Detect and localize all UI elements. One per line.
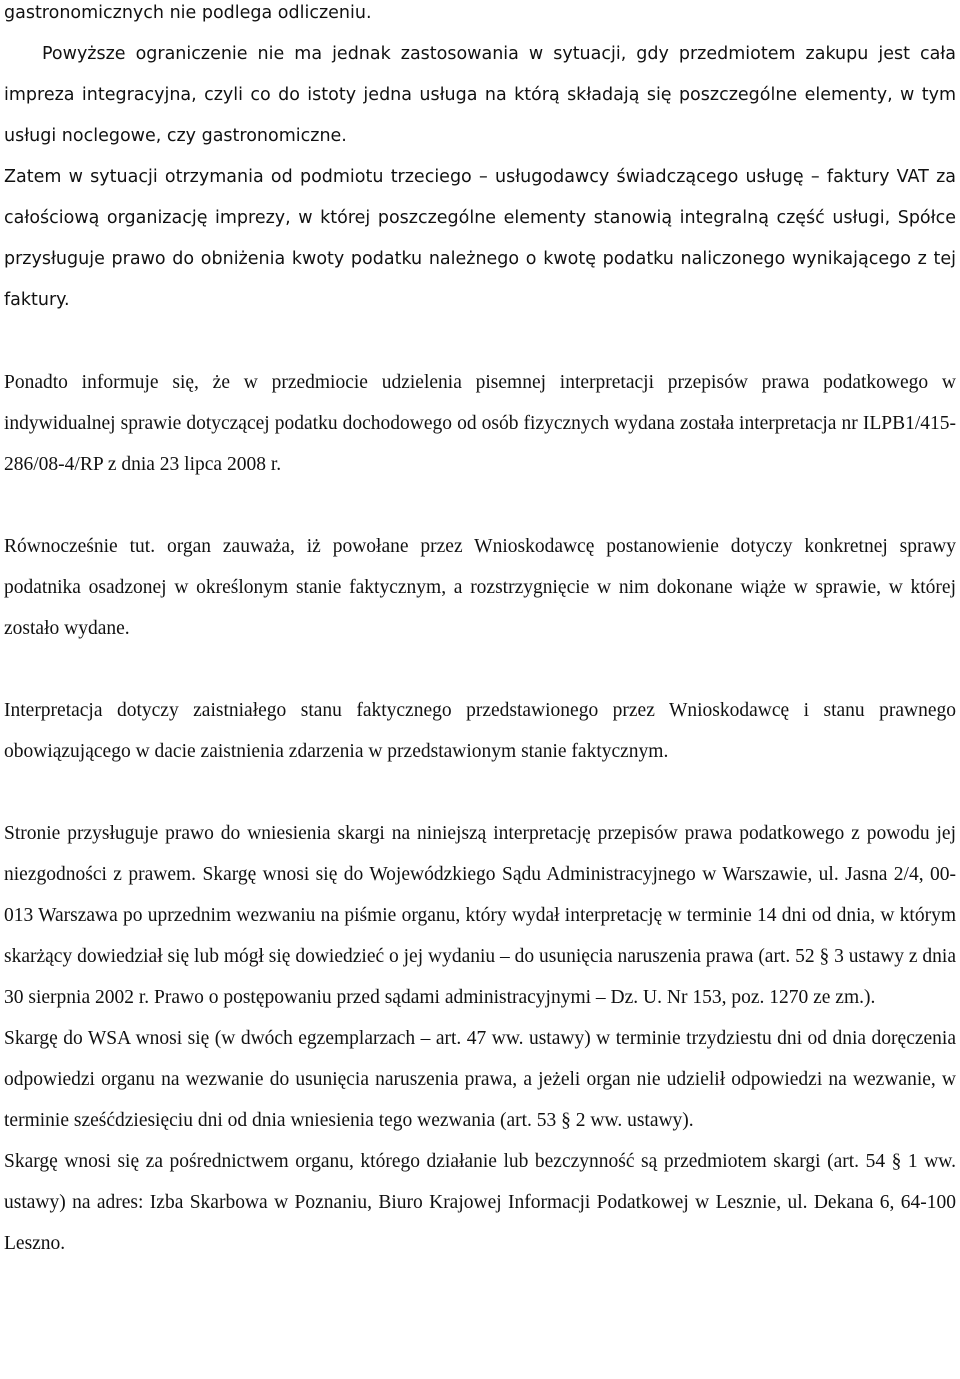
paragraph-cited-decision: Równocześnie tut. organ zauważa, iż powołane przez Wnioskodawcę postanowienie dotyczy konkretnej sprawy podatnika osadzonej w określonym stanie faktycznym, a rozstrzygnięcie w nim dokonane wiąże w sprawie, w której zostało wydane. — [4, 536, 956, 639]
paragraph-continuation: gastronomicznych nie podlega odliczeniu. — [4, 3, 372, 23]
document-page — [4, 0, 956, 1264]
paragraph-interpretation-scope: Interpretacja dotyczy zaistniałego stanu faktycznego przedstawionego przez Wnioskodawcę i stanu prawnego obowiązującego w dacie zaistnienia zdarzenia w przedstawionym stanie faktycznym. — [4, 700, 956, 762]
paragraph-vat-deduction: Zatem w sytuacji otrzymania od podmiotu trzeciego – usługodawcy świadczącego usługę – faktury VAT za całościową organizację imprezy, w której poszczególne elementy stanowią integralną część usługi, Spółce przysługuje prawo do obniżenia kwoty podatku należnego o kwotę podatku naliczonego wynikającego z tej faktury. — [4, 167, 956, 310]
paragraph-complaint-address: Skargę wnosi się za pośrednictwem organu, którego działanie lub bezczynność są przedmiotem skargi (art. 54 § 1 ww. ustawy) na adres: Izba Skarbowa w Poznaniu, Biuro Krajowej Informacji Podatkowej w Lesznie, ul. Dekana 6, 64-100 Leszno. — [4, 1151, 956, 1254]
paragraph-right-to-complaint: Stronie przysługuje prawo do wniesienia skargi na niniejszą interpretację przepisów prawa podatkowego z powodu jej niezgodności z prawem. Skargę wnosi się do Wojewódzkiego Sądu Administracyjnego w Warszawie, ul. Jasna 2/4, 00-013 Warszawa po uprzednim wezwaniu na piśmie organu, który wydał interpretację w terminie 14 dni od dnia, w którym skarżący dowiedział się lub mógł się dowiedzieć o jej wydaniu – do usunięcia naruszenia prawa (art. 52 § 3 ustawy z dnia 30 sierpnia 2002 r. Prawo o postępowaniu przed sądami administracyjnymi – Dz. U. Nr 153, poz. 1270 ze zm.). — [4, 823, 956, 1008]
paragraph-complaint-deadline: Skargę do WSA wnosi się (w dwóch egzemplarzach – art. 47 ww. ustawy) w terminie trzydziestu dni od dnia doręczenia odpowiedzi organu na wezwanie do usunięcia naruszenia prawa, a jeżeli organ nie udzielił odpowiedzi na wezwanie, w terminie sześćdziesięciu dni od dnia wniesienia tego wezwania (art. 53 § 2 ww. ustawy). — [4, 1028, 956, 1131]
paragraph-restriction-exception: Powyższe ograniczenie nie ma jednak zastosowania w sytuacji, gdy przedmiotem zakupu jest cała impreza integracyjna, czyli co do istoty jedna usługa na którą składają się poszczególne elementy, w tym usługi noclegowe, czy gastronomiczne. — [4, 44, 956, 146]
paragraph-related-interpretation: Ponadto informuje się, że w przedmiocie udzielenia pisemnej interpretacji przepisów prawa podatkowego w indywidualnej sprawie dotyczącej podatku dochodowego od osób fizycznych wydana została interpretacja nr ILPB1/415-286/08-4/RP z dnia 23 lipca 2008 r. — [4, 372, 956, 475]
